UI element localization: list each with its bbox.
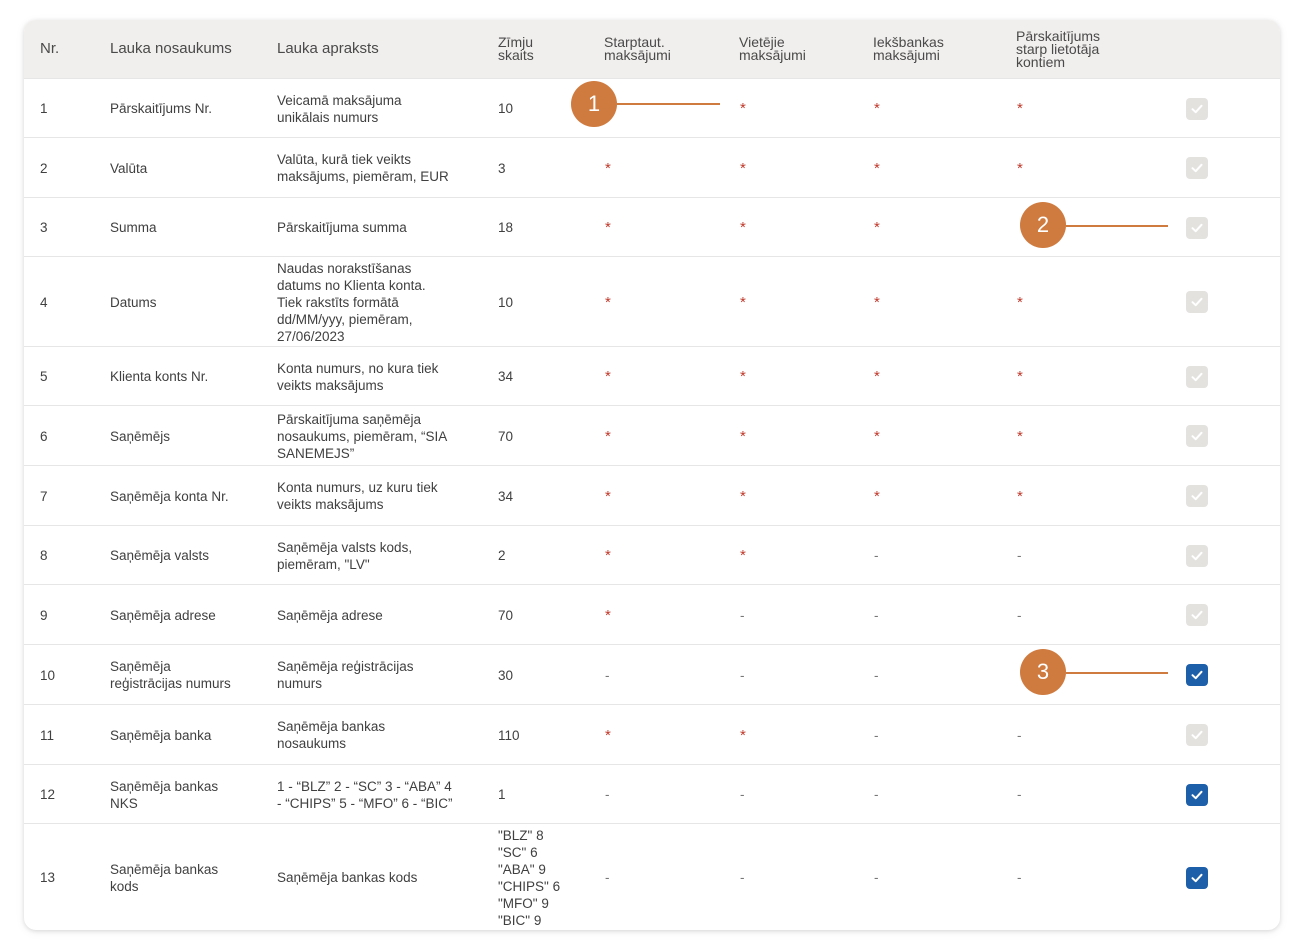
- header-local: [739, 20, 806, 78]
- cell-intl: -: [605, 787, 610, 802]
- check-icon: [1190, 549, 1204, 563]
- row-checkbox[interactable]: [1186, 485, 1208, 507]
- table-row: [24, 465, 1280, 526]
- cell-own: *: [1017, 293, 1023, 311]
- cell-desc: Konta numurs, uz kuru tiek veikts maksājums: [277, 480, 438, 512]
- cell-inbank: -: [874, 548, 879, 563]
- cell-intl: *: [605, 547, 611, 564]
- cell-intl: *: [605, 427, 611, 445]
- header-own-line: kontiem: [1016, 53, 1066, 70]
- cell-local: *: [740, 293, 746, 311]
- cell-intl: *: [605, 219, 611, 236]
- cell-chars: 34: [498, 488, 514, 504]
- cell-nr: 4: [40, 294, 48, 310]
- row-checkbox[interactable]: [1186, 291, 1208, 313]
- cell-nr: 11: [40, 727, 55, 743]
- cell-inbank: -: [874, 667, 879, 683]
- row-checkbox[interactable]: [1186, 724, 1208, 746]
- cell-inbank: *: [874, 100, 880, 117]
- callout-line-3: [1066, 672, 1168, 674]
- header-own: [1016, 20, 1100, 78]
- cell-chars: 10: [498, 101, 514, 116]
- table-row: [24, 197, 1280, 257]
- cell-chars: 34: [498, 369, 514, 384]
- check-icon: [1190, 871, 1204, 885]
- table-row: [24, 525, 1280, 585]
- cell-nr: 10: [40, 667, 56, 683]
- cell-desc: Pārskaitījuma saņēmēja nosaukums, piemēram, “SIA SANEMEJS”: [277, 411, 448, 461]
- table-row: [24, 137, 1280, 198]
- cell-local: *: [740, 159, 746, 177]
- callout-line-2: [1066, 225, 1168, 227]
- cell-nr: 2: [40, 160, 48, 176]
- cell-chars: "BLZ" 8 "SC" 6 "ABA" 9 "CHIPS" 6 "MFO" 9 "BIC" 9: [498, 827, 561, 928]
- cell-local: -: [740, 607, 745, 623]
- cell-local: *: [740, 100, 746, 117]
- cell-nr: 5: [40, 369, 48, 384]
- cell-nr: 8: [40, 548, 48, 563]
- cell-chars: 2: [498, 548, 506, 563]
- header-chars: [498, 20, 534, 78]
- cell-intl: *: [605, 606, 611, 624]
- row-checkbox[interactable]: [1186, 157, 1208, 179]
- table-row: [24, 644, 1280, 705]
- cell-intl: *: [605, 293, 611, 311]
- row-checkbox[interactable]: [1186, 425, 1208, 447]
- header-local-line: maksājumi: [739, 47, 806, 63]
- check-icon: [1190, 608, 1204, 622]
- cell-own: *: [1017, 427, 1023, 445]
- cell-desc: Valūta, kurā tiek veikts maksājums, piemēram, EUR: [277, 152, 449, 184]
- cell-nr: 1: [40, 101, 48, 116]
- cell-inbank: *: [874, 219, 880, 236]
- cell-name: Datums: [110, 294, 157, 310]
- header-intl: [604, 20, 671, 78]
- cell-nr: 3: [40, 220, 48, 235]
- callout-line-1: [617, 103, 720, 105]
- cell-intl: *: [605, 159, 611, 177]
- cell-local: *: [740, 726, 746, 744]
- cell-name: Saņēmēja bankas kods: [110, 861, 219, 894]
- header-nr-label: Nr.: [40, 40, 60, 57]
- row-checkbox[interactable]: [1186, 604, 1208, 626]
- cell-chars: 70: [498, 428, 514, 444]
- cell-local: *: [740, 427, 746, 445]
- cell-name: Saņēmējs: [110, 428, 171, 444]
- cell-nr: 7: [40, 488, 48, 504]
- check-icon: [1190, 728, 1204, 742]
- cell-inbank: -: [874, 787, 879, 802]
- row-checkbox[interactable]: [1186, 217, 1208, 239]
- cell-local: -: [740, 870, 745, 885]
- header-chars-line: Zīmju: [498, 34, 533, 50]
- cell-nr: 9: [40, 607, 48, 623]
- cell-desc: Saņēmēja bankas kods: [277, 870, 418, 885]
- table-row: [24, 823, 1280, 930]
- callout-badge-3: 3: [1020, 649, 1066, 695]
- cell-local: *: [740, 368, 746, 385]
- cell-inbank: *: [874, 427, 880, 445]
- header-name-label: Lauka nosaukums: [110, 40, 232, 57]
- cell-chars: 18: [498, 220, 514, 235]
- header-inbank-line: Iekšbankas: [873, 34, 944, 50]
- cell-inbank: -: [874, 727, 879, 743]
- cell-local: *: [740, 219, 746, 236]
- cell-intl: *: [605, 368, 611, 385]
- cell-name: Saņēmēja valsts: [110, 548, 210, 563]
- cell-chars: 70: [498, 607, 514, 623]
- cell-desc: Saņēmēja adrese: [277, 607, 383, 623]
- cell-chars: 3: [498, 160, 506, 176]
- cell-desc: Naudas norakstīšanas datums no Klienta konta. Tiek rakstīts formātā dd/MM/yyy, piemēram, 27/06/2023: [277, 260, 426, 344]
- header-name: [110, 20, 232, 78]
- cell-intl: -: [605, 667, 610, 683]
- cell-name: Saņēmēja konta Nr.: [110, 488, 229, 504]
- check-icon: [1190, 295, 1204, 309]
- cell-name: Saņēmēja bankas NKS: [110, 778, 219, 811]
- cell-chars: 1: [498, 787, 506, 802]
- cell-nr: 6: [40, 428, 48, 444]
- cell-inbank: -: [874, 607, 879, 623]
- row-checkbox[interactable]: [1186, 98, 1208, 120]
- header-local-line: Vietējie: [739, 34, 785, 50]
- table-header: [24, 20, 1280, 78]
- check-icon: [1190, 489, 1204, 503]
- header-own-line: starp lietotāja: [1016, 40, 1100, 57]
- header-inbank: [873, 20, 944, 78]
- check-icon: [1190, 429, 1204, 443]
- cell-name: Valūta: [110, 160, 148, 176]
- table-row: [24, 256, 1280, 347]
- cell-own: -: [1017, 787, 1022, 802]
- check-icon: [1190, 788, 1204, 802]
- cell-inbank: *: [874, 487, 880, 505]
- table-row: [24, 405, 1280, 466]
- cell-local: -: [740, 667, 745, 683]
- cell-own: *: [1017, 159, 1023, 177]
- check-icon: [1190, 370, 1204, 384]
- cell-desc: Saņēmēja bankas nosaukums: [277, 719, 386, 751]
- cell-name: Klienta konts Nr.: [110, 369, 209, 384]
- cell-nr: 13: [40, 870, 56, 885]
- cell-desc: Veicamā maksājuma unikālais numurs: [277, 92, 402, 125]
- table-row: [24, 704, 1280, 765]
- table-row: [24, 78, 1280, 138]
- check-icon: [1190, 221, 1204, 235]
- fields-table: [24, 20, 1280, 930]
- cell-inbank: -: [874, 870, 879, 885]
- callout-badge-2: 2: [1020, 202, 1066, 248]
- cell-desc: Saņēmēja valsts kods, piemēram, "LV": [277, 539, 413, 572]
- cell-local: *: [740, 487, 746, 505]
- cell-own: *: [1017, 100, 1023, 117]
- cell-own: *: [1017, 487, 1023, 505]
- cell-intl: *: [605, 487, 611, 505]
- row-checkbox[interactable]: [1186, 545, 1208, 567]
- header-intl-line: maksājumi: [604, 47, 671, 63]
- cell-desc: Saņēmēja reģistrācijas numurs: [277, 659, 414, 691]
- cell-name: Saņēmēja banka: [110, 727, 212, 743]
- callout-badge-1: 1: [571, 81, 617, 127]
- cell-own: -: [1017, 870, 1022, 885]
- cell-name: Saņēmēja reģistrācijas numurs: [110, 659, 231, 691]
- cell-local: -: [740, 787, 745, 802]
- header-inbank-line: maksājumi: [873, 47, 940, 63]
- cell-intl: -: [605, 870, 610, 885]
- cell-inbank: *: [874, 293, 880, 311]
- cell-own: -: [1017, 607, 1022, 623]
- cell-chars: 10: [498, 294, 514, 310]
- cell-inbank: *: [874, 368, 880, 385]
- cell-chars: 110: [498, 727, 520, 743]
- header-desc-label: Lauka apraksts: [277, 40, 379, 57]
- cell-local: *: [740, 547, 746, 564]
- cell-own: -: [1017, 727, 1022, 743]
- row-checkbox[interactable]: [1186, 867, 1208, 889]
- table-row: [24, 584, 1280, 645]
- check-icon: [1190, 668, 1204, 682]
- header-own-line: Pārskaitījums: [1016, 27, 1101, 44]
- header-desc: [277, 20, 379, 78]
- row-checkbox[interactable]: [1186, 784, 1208, 806]
- cell-own: *: [1017, 368, 1023, 385]
- header-chars-line: skaits: [498, 47, 534, 63]
- cell-chars: 30: [498, 667, 514, 683]
- cell-name: Pārskaitījums Nr.: [110, 101, 213, 116]
- check-icon: [1190, 161, 1204, 175]
- cell-desc: Konta numurs, no kura tiek veikts maksājums: [277, 360, 439, 393]
- header-nr: [40, 20, 59, 78]
- cell-intl: *: [605, 726, 611, 744]
- table-row: [24, 764, 1280, 824]
- table-row: [24, 346, 1280, 406]
- cell-own: -: [1017, 548, 1022, 563]
- header-intl-line: Starptaut.: [604, 34, 665, 50]
- cell-name: Saņēmēja adrese: [110, 607, 216, 623]
- cell-nr: 12: [40, 787, 56, 802]
- cell-inbank: *: [874, 159, 880, 177]
- check-icon: [1190, 102, 1204, 116]
- row-checkbox[interactable]: [1186, 366, 1208, 388]
- cell-name: Summa: [110, 220, 157, 235]
- cell-desc: 1 - “BLZ” 2 - “SC” 3 - “ABA” 4 - “CHIPS” 5 - “MFO” 6 - “BIC”: [277, 778, 453, 811]
- cell-desc: Pārskaitījuma summa: [277, 220, 407, 235]
- row-checkbox[interactable]: [1186, 664, 1208, 686]
